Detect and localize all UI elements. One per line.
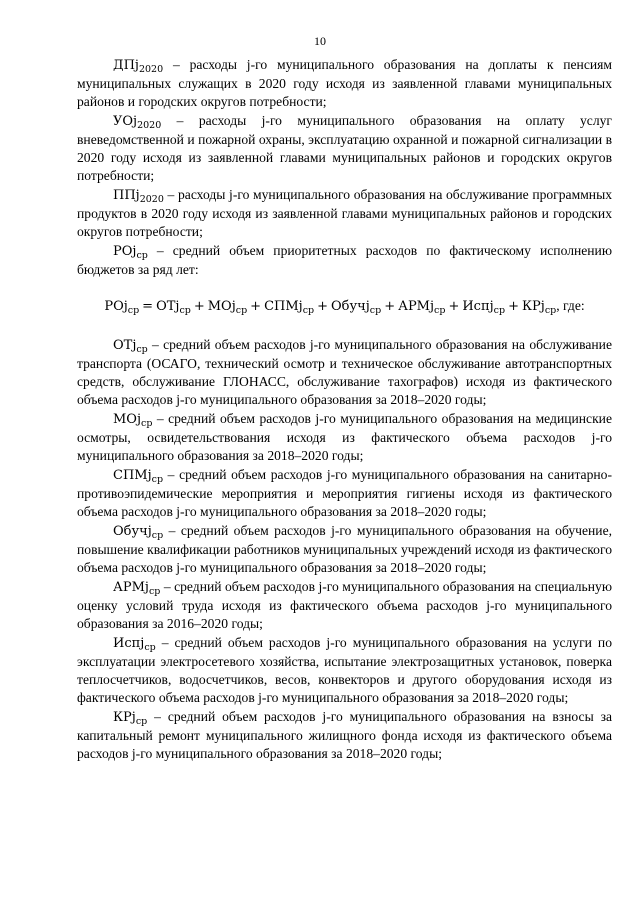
- formula-term-symbol: СПМj: [264, 299, 303, 314]
- definition-text: – средний объем расходов j-го муниципального образования на услуги по эксплуатации электросетевого хозяйства, испытание электрозащитных установок, поверка теплосчетчиков, водосчетчиков, весов, конвекторов и другого оборудования исходя из фактического объема расходов j-го муниципального образования за 2018–2020 годы;: [77, 635, 612, 705]
- formula-tail: , где:: [556, 298, 585, 313]
- definitions-after-formula: [77, 336, 612, 763]
- variable-subscript: ср: [135, 716, 148, 727]
- formula-lhs-symbol: РОj: [104, 299, 128, 314]
- variable-symbol: Обучj: [113, 524, 152, 539]
- definition-text: – средний объем расходов j-го муниципального образования на взносы за капитальный ремонт муниципального жилищного фонда исходя из фактического объема расходов j-го муниципального образования за 2018–2020 годы;: [77, 709, 612, 761]
- variable-subscript: ср: [148, 586, 161, 597]
- formula-term-subscript: ср: [544, 305, 557, 316]
- variable-subscript: ср: [151, 474, 164, 485]
- definition-paragraph: [77, 410, 612, 465]
- definition-text: – расходы j-го муниципального образования на обслуживание программных продуктов в 2020 году исходя из заявленной главами муниципальных районов и городских округов потребности;: [77, 187, 612, 239]
- definition-paragraph: [77, 112, 612, 185]
- definition-paragraph: [77, 522, 612, 577]
- formula-term-symbol: МОj: [207, 299, 236, 314]
- variable-symbol: АРМj: [113, 580, 149, 595]
- formula-term-symbol: КРj: [521, 299, 545, 314]
- variable-subscript: 2020: [137, 120, 162, 131]
- variable-subscript: ср: [141, 418, 153, 429]
- definition-paragraph: [77, 708, 612, 763]
- variable-symbol: ДПj: [113, 58, 139, 73]
- variable-symbol: МОj: [113, 412, 141, 427]
- variable-subscript: 2020: [139, 194, 164, 205]
- formula-lhs-subscript: ср: [127, 305, 140, 316]
- variable-symbol: ОТj: [113, 338, 137, 353]
- formula-term-subscript: ср: [179, 305, 191, 316]
- formula-plus: +: [317, 299, 329, 314]
- document-body: [77, 56, 612, 764]
- definition-text: – средний объем расходов j-го муниципального образования на обслуживание транспорта (ОСАГО, технический осмотр и техническое обслуживание автотранспортных средств, обслуживание ГЛОНАСС, обслуживание тахографов) исходя из фактического объема расходов j-го муниципального образования за 2018–2020 годы;: [77, 337, 612, 407]
- definition-paragraph: [77, 466, 612, 521]
- variable-symbol: УОj: [113, 114, 138, 129]
- definition-paragraph: [77, 634, 612, 707]
- formula-ro: [77, 295, 612, 318]
- formula-term-subscript: ср: [369, 305, 382, 316]
- variable-subscript: ср: [136, 344, 148, 355]
- variable-subscript: ср: [144, 642, 156, 653]
- page-number: 10: [314, 34, 326, 48]
- variable-symbol: СПМj: [113, 468, 152, 483]
- definition-text: – средний объем расходов j-го муниципального образования на специальную оценку условий труда исходя из фактического объема расходов j-го муниципального образования за 2016–2020 годы;: [77, 579, 612, 631]
- formula-term-symbol: ОТj: [156, 299, 180, 314]
- variable-symbol: РОj: [113, 244, 137, 259]
- formula-term-subscript: ср: [235, 305, 248, 316]
- variable-subscript: 2020: [138, 64, 164, 75]
- formula-plus: +: [250, 299, 262, 314]
- definition-paragraph: [77, 242, 612, 279]
- formula-term-subscript: ср: [434, 305, 446, 316]
- formula-plus: +: [508, 299, 519, 314]
- variable-symbol: Испj: [113, 636, 145, 651]
- variable-symbol: ППj: [113, 188, 140, 203]
- definition-text: – расходы j-го муниципального образования на оплату услуг вневедомственной и пожарной охраны, эксплуатацию охранной и пожарной сигнализации в 2020 году исходя из заявленной главами муниципальных районов и городских округов потребности;: [77, 113, 612, 183]
- definition-text: – средний объем приоритетных расходов по фактическому исполнению бюджетов за ряд лет:: [77, 243, 612, 277]
- formula-term-symbol: АРМj: [398, 299, 435, 314]
- formula-term-symbol: Обучj: [331, 299, 370, 314]
- definition-paragraph: [77, 336, 612, 409]
- formula-equals: =: [142, 299, 154, 314]
- formula-term-subscript: ср: [302, 305, 315, 316]
- definition-text: – средний объем расходов j-го муниципального образования на санитарно-противоэпидемические мероприятия и мероприятия гигиены исходя из фактического объема расходов j-го муниципального образования за 2018–2020 годы;: [77, 467, 612, 519]
- formula-term-subscript: ср: [493, 305, 506, 316]
- formula-plus: +: [384, 299, 396, 314]
- definition-text: – расходы j-го муниципального образования на доплаты к пенсиям муниципальных служащих в 2020 году исходя из заявленной главами муниципальных районов и городских округов потребности;: [77, 57, 612, 109]
- definition-paragraph: [77, 186, 612, 241]
- definition-text: – средний объем расходов j-го муниципального образования на обучение, повышение квалификации работников муниципальных учреждений исходя из фактического объема расходов j-го муниципального образования за 2018–2020 годы;: [77, 523, 612, 575]
- formula-plus: +: [448, 299, 460, 314]
- definitions-before-formula: [77, 56, 612, 279]
- definition-paragraph: [77, 578, 612, 633]
- variable-subscript: ср: [151, 530, 164, 541]
- formula-plus: +: [193, 299, 205, 314]
- definition-paragraph: [77, 56, 612, 111]
- variable-symbol: КРj: [113, 710, 136, 725]
- definition-text: – средний объем расходов j-го муниципального образования на медицинские осмотры, освидетельствования исходя из фактического объема расходов j-го муниципального образования за 2018–2020 годы;: [77, 411, 612, 463]
- formula-term-symbol: Испj: [462, 299, 494, 314]
- variable-subscript: ср: [136, 250, 148, 261]
